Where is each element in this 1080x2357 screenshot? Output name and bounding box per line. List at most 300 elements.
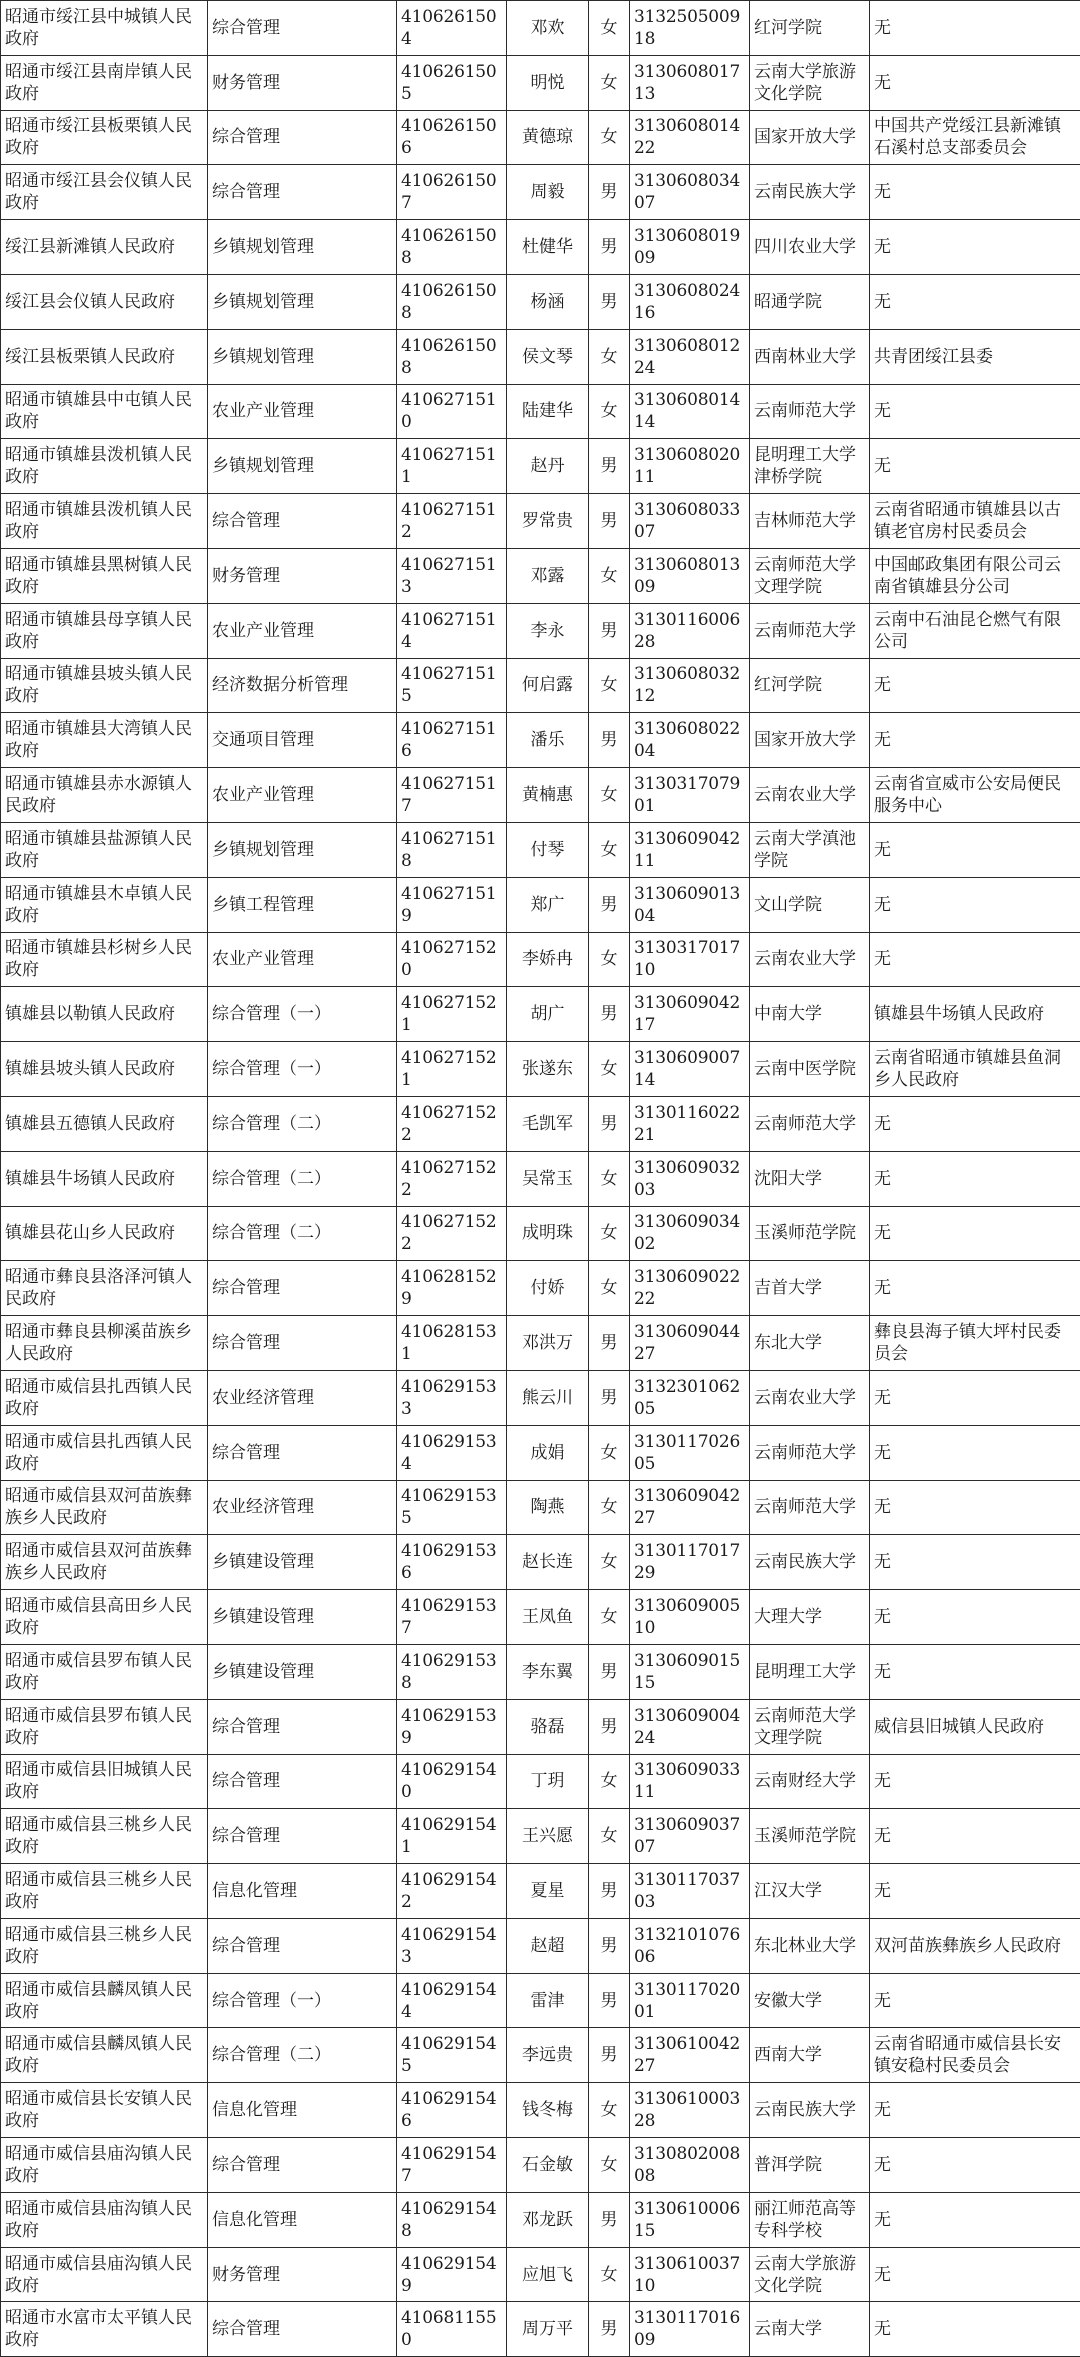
cell-gender: 女 [589, 932, 630, 987]
cell-employer: 绥江县板栗镇人民政府 [1, 329, 208, 384]
cell-exam-number: 313060903707 [630, 1809, 750, 1864]
cell-position-code: 4106291544 [397, 1973, 507, 2028]
cell-position: 信息化管理 [208, 2192, 397, 2247]
cell-position-code: 4106271517 [397, 768, 507, 823]
cell-employer: 昭通市威信县长安镇人民政府 [1, 2083, 208, 2138]
table-row [1, 1, 1080, 56]
cell-employer: 昭通市镇雄县杉树乡人民政府 [1, 932, 208, 987]
cell-position-code: 4106271520 [397, 932, 507, 987]
table-row [1, 932, 1080, 987]
table-row [1, 384, 1080, 439]
cell-gender: 男 [589, 2302, 630, 2357]
cell-position: 乡镇建设管理 [208, 1590, 397, 1645]
cell-employer: 镇雄县花山乡人民政府 [1, 1206, 208, 1261]
cell-work-unit: 无 [870, 658, 1080, 713]
cell-position: 农业经济管理 [208, 1370, 397, 1425]
cell-position-code: 4106261508 [397, 329, 507, 384]
cell-work-unit: 共青团绥江县委 [870, 329, 1080, 384]
cell-school: 东北林业大学 [750, 1918, 870, 1973]
cell-employer: 绥江县会仪镇人民政府 [1, 274, 208, 329]
table-row [1, 1644, 1080, 1699]
cell-exam-number: 313011702001 [630, 1973, 750, 2028]
cell-position: 财务管理 [208, 2247, 397, 2302]
cell-work-unit: 无 [870, 1754, 1080, 1809]
cell-gender: 男 [589, 1644, 630, 1699]
cell-name: 付娇 [507, 1261, 589, 1316]
table-row [1, 548, 1080, 603]
cell-work-unit: 无 [870, 220, 1080, 275]
cell-position: 乡镇规划管理 [208, 822, 397, 877]
cell-gender: 女 [589, 2083, 630, 2138]
cell-work-unit: 中国共产党绥江县新滩镇石溪村总支部委员会 [870, 110, 1080, 165]
cell-work-unit: 无 [870, 1590, 1080, 1645]
cell-name: 吴常玉 [507, 1151, 589, 1206]
cell-employer: 昭通市威信县高田乡人民政府 [1, 1590, 208, 1645]
cell-position-code: 4106261504 [397, 1, 507, 56]
table-row [1, 110, 1080, 165]
cell-exam-number: 313011701609 [630, 2302, 750, 2357]
table-row [1, 2302, 1080, 2357]
cell-work-unit: 无 [870, 1370, 1080, 1425]
cell-employer: 昭通市绥江县会仪镇人民政府 [1, 165, 208, 220]
cell-name: 胡广 [507, 987, 589, 1042]
cell-work-unit: 无 [870, 1973, 1080, 2028]
cell-gender: 男 [589, 877, 630, 932]
cell-employer: 昭通市威信县三桃乡人民政府 [1, 1918, 208, 1973]
cell-school: 丽江师范高等专科学校 [750, 2192, 870, 2247]
cell-school: 玉溪师范学院 [750, 1809, 870, 1864]
cell-school: 云南农业大学 [750, 1370, 870, 1425]
table-row [1, 1425, 1080, 1480]
cell-school: 云南民族大学 [750, 1535, 870, 1590]
cell-exam-number: 313011701729 [630, 1535, 750, 1590]
cell-exam-number: 313011702605 [630, 1425, 750, 1480]
cell-name: 李娇冉 [507, 932, 589, 987]
cell-position-code: 4106291543 [397, 1918, 507, 1973]
cell-gender: 女 [589, 1754, 630, 1809]
cell-work-unit: 双河苗族彝族乡人民政府 [870, 1918, 1080, 1973]
cell-name: 罗常贵 [507, 494, 589, 549]
cell-school: 云南师范大学 [750, 1425, 870, 1480]
cell-employer: 昭通市绥江县板栗镇人民政府 [1, 110, 208, 165]
cell-position: 综合管理 [208, 1918, 397, 1973]
cell-position: 综合管理 [208, 1316, 397, 1371]
cell-position-code: 4106291549 [397, 2247, 507, 2302]
table-row [1, 987, 1080, 1042]
cell-school: 云南大学旅游文化学院 [750, 55, 870, 110]
cell-work-unit: 无 [870, 1535, 1080, 1590]
cell-employer: 镇雄县五德镇人民政府 [1, 1096, 208, 1151]
table-row [1, 1535, 1080, 1590]
cell-position-code: 4106271511 [397, 439, 507, 494]
cell-position: 综合管理 [208, 165, 397, 220]
cell-employer: 昭通市绥江县中城镇人民政府 [1, 1, 208, 56]
cell-employer: 昭通市彝良县洛泽河镇人民政府 [1, 1261, 208, 1316]
table-row [1, 2247, 1080, 2302]
table-row [1, 1096, 1080, 1151]
cell-position: 综合管理 [208, 1425, 397, 1480]
cell-exam-number: 313210107606 [630, 1918, 750, 1973]
cell-school: 国家开放大学 [750, 110, 870, 165]
cell-school: 中南大学 [750, 987, 870, 1042]
cell-school: 云南农业大学 [750, 768, 870, 823]
cell-gender: 女 [589, 1480, 630, 1535]
cell-school: 沈阳大学 [750, 1151, 870, 1206]
cell-position-code: 4106281529 [397, 1261, 507, 1316]
cell-position: 农业产业管理 [208, 932, 397, 987]
cell-name: 黄德琼 [507, 110, 589, 165]
cell-position-code: 4106271521 [397, 987, 507, 1042]
cell-work-unit: 云南省昭通市威信县长安镇安稳村民委员会 [870, 2028, 1080, 2083]
table-row [1, 1042, 1080, 1097]
cell-work-unit: 无 [870, 1425, 1080, 1480]
cell-position: 乡镇规划管理 [208, 439, 397, 494]
cell-school: 云南大学 [750, 2302, 870, 2357]
table-row [1, 165, 1080, 220]
cell-name: 骆磊 [507, 1699, 589, 1754]
cell-work-unit: 无 [870, 165, 1080, 220]
cell-position: 综合管理 [208, 494, 397, 549]
cell-employer: 昭通市彝良县柳溪苗族乡人民政府 [1, 1316, 208, 1371]
cell-name: 陆建华 [507, 384, 589, 439]
cell-position-code: 4106291539 [397, 1699, 507, 1754]
cell-name: 钱冬梅 [507, 2083, 589, 2138]
cell-school: 云南民族大学 [750, 2083, 870, 2138]
cell-position-code: 4106291548 [397, 2192, 507, 2247]
cell-exam-number: 313060900714 [630, 1042, 750, 1097]
cell-work-unit: 无 [870, 2192, 1080, 2247]
table-row [1, 1809, 1080, 1864]
table-row [1, 1480, 1080, 1535]
cell-exam-number: 313060802204 [630, 713, 750, 768]
table-row [1, 1370, 1080, 1425]
cell-employer: 昭通市威信县扎西镇人民政府 [1, 1425, 208, 1480]
cell-name: 王兴愿 [507, 1809, 589, 1864]
cell-position-code: 4106291545 [397, 2028, 507, 2083]
table-row [1, 274, 1080, 329]
cell-position-code: 4106271515 [397, 658, 507, 713]
cell-work-unit: 无 [870, 1644, 1080, 1699]
cell-work-unit: 无 [870, 822, 1080, 877]
cell-exam-number: 313031707901 [630, 768, 750, 823]
cell-position: 乡镇工程管理 [208, 877, 397, 932]
cell-school: 吉林师范大学 [750, 494, 870, 549]
cell-employer: 昭通市镇雄县赤水源镇人民政府 [1, 768, 208, 823]
cell-school: 西南林业大学 [750, 329, 870, 384]
cell-school: 昭通学院 [750, 274, 870, 329]
cell-work-unit: 无 [870, 1, 1080, 56]
cell-position-code: 4106291538 [397, 1644, 507, 1699]
cell-name: 赵丹 [507, 439, 589, 494]
cell-gender: 男 [589, 165, 630, 220]
cell-exam-number: 313060803307 [630, 494, 750, 549]
cell-position: 综合管理（一） [208, 1973, 397, 2028]
cell-position-code: 4106271521 [397, 1042, 507, 1097]
cell-work-unit: 无 [870, 1096, 1080, 1151]
table-row [1, 603, 1080, 658]
cell-work-unit: 无 [870, 1864, 1080, 1919]
cell-position: 农业产业管理 [208, 768, 397, 823]
table-row [1, 1590, 1080, 1645]
cell-exam-number: 313011602221 [630, 1096, 750, 1151]
cell-position: 综合管理（二） [208, 1151, 397, 1206]
cell-name: 张遂东 [507, 1042, 589, 1097]
cell-exam-number: 313061004227 [630, 2028, 750, 2083]
cell-work-unit: 无 [870, 1480, 1080, 1535]
cell-position-code: 4106261505 [397, 55, 507, 110]
cell-name: 成明珠 [507, 1206, 589, 1261]
cell-position: 综合管理 [208, 1261, 397, 1316]
cell-position: 乡镇规划管理 [208, 220, 397, 275]
cell-employer: 昭通市镇雄县大湾镇人民政府 [1, 713, 208, 768]
cell-position: 经济数据分析管理 [208, 658, 397, 713]
cell-gender: 女 [589, 822, 630, 877]
cell-work-unit: 云南省昭通市镇雄县以古镇老官房村民委员会 [870, 494, 1080, 549]
table-row [1, 1864, 1080, 1919]
cell-name: 周毅 [507, 165, 589, 220]
cell-name: 赵长连 [507, 1535, 589, 1590]
cell-name: 周万平 [507, 2302, 589, 2357]
cell-name: 陶燕 [507, 1480, 589, 1535]
cell-gender: 女 [589, 55, 630, 110]
cell-gender: 男 [589, 1096, 630, 1151]
cell-work-unit: 威信县旧城镇人民政府 [870, 1699, 1080, 1754]
cell-exam-number: 313060801414 [630, 384, 750, 439]
cell-name: 侯文琴 [507, 329, 589, 384]
cell-name: 潘乐 [507, 713, 589, 768]
cell-gender: 男 [589, 1316, 630, 1371]
cell-employer: 镇雄县牛场镇人民政府 [1, 1151, 208, 1206]
cell-gender: 男 [589, 494, 630, 549]
cell-exam-number: 313061000615 [630, 2192, 750, 2247]
table-body [1, 1, 1080, 2357]
cell-school: 吉首大学 [750, 1261, 870, 1316]
cell-exam-number: 313060903311 [630, 1754, 750, 1809]
cell-exam-number: 313060801713 [630, 55, 750, 110]
table-row [1, 2028, 1080, 2083]
cell-position-code: 4106271514 [397, 603, 507, 658]
cell-exam-number: 313060902222 [630, 1261, 750, 1316]
cell-gender: 女 [589, 1151, 630, 1206]
cell-gender: 女 [589, 384, 630, 439]
cell-position: 农业产业管理 [208, 384, 397, 439]
table-row [1, 1699, 1080, 1754]
cell-gender: 男 [589, 1864, 630, 1919]
cell-employer: 昭通市镇雄县泼机镇人民政府 [1, 494, 208, 549]
cell-gender: 女 [589, 2247, 630, 2302]
cell-employer: 昭通市水富市太平镇人民政府 [1, 2302, 208, 2357]
cell-position: 信息化管理 [208, 2083, 397, 2138]
cell-school: 玉溪师范学院 [750, 1206, 870, 1261]
cell-name: 付琴 [507, 822, 589, 877]
cell-work-unit: 中国邮政集团有限公司云南省镇雄县分公司 [870, 548, 1080, 603]
cell-gender: 女 [589, 1535, 630, 1590]
cell-position-code: 4106291541 [397, 1809, 507, 1864]
cell-exam-number: 313060904217 [630, 987, 750, 1042]
cell-name: 杨涵 [507, 274, 589, 329]
cell-position-code: 4106291533 [397, 1370, 507, 1425]
table-row [1, 1261, 1080, 1316]
cell-gender: 女 [589, 2138, 630, 2193]
cell-work-unit: 无 [870, 439, 1080, 494]
cell-exam-number: 313060900510 [630, 1590, 750, 1645]
cell-name: 李远贵 [507, 2028, 589, 2083]
cell-position: 综合管理（二） [208, 1206, 397, 1261]
cell-employer: 昭通市镇雄县黑树镇人民政府 [1, 548, 208, 603]
cell-gender: 女 [589, 1261, 630, 1316]
cell-position: 财务管理 [208, 55, 397, 110]
cell-exam-number: 313060901304 [630, 877, 750, 932]
cell-name: 熊云川 [507, 1370, 589, 1425]
table-row [1, 2138, 1080, 2193]
cell-work-unit: 无 [870, 1261, 1080, 1316]
cell-exam-number: 313011600628 [630, 603, 750, 658]
cell-school: 云南财经大学 [750, 1754, 870, 1809]
table-row [1, 1918, 1080, 1973]
cell-position: 综合管理（二） [208, 1096, 397, 1151]
table-row [1, 439, 1080, 494]
cell-exam-number: 313060803212 [630, 658, 750, 713]
cell-position-code: 4106271522 [397, 1151, 507, 1206]
cell-employer: 昭通市威信县双河苗族彝族乡人民政府 [1, 1480, 208, 1535]
cell-position-code: 4106271512 [397, 494, 507, 549]
cell-employer: 昭通市镇雄县泼机镇人民政府 [1, 439, 208, 494]
cell-name: 李东翼 [507, 1644, 589, 1699]
cell-position: 综合管理 [208, 1754, 397, 1809]
cell-position-code: 4106291546 [397, 2083, 507, 2138]
cell-position-code: 4106291537 [397, 1590, 507, 1645]
cell-gender: 女 [589, 1809, 630, 1864]
cell-position: 信息化管理 [208, 1864, 397, 1919]
cell-work-unit: 无 [870, 1206, 1080, 1261]
cell-school: 西南大学 [750, 2028, 870, 2083]
cell-position-code: 4106271518 [397, 822, 507, 877]
cell-exam-number: 313060903203 [630, 1151, 750, 1206]
cell-school: 安徽大学 [750, 1973, 870, 2028]
cell-position-code: 4106291534 [397, 1425, 507, 1480]
cell-position-code: 4106261507 [397, 165, 507, 220]
cell-work-unit: 无 [870, 55, 1080, 110]
cell-position-code: 4106271513 [397, 548, 507, 603]
cell-school: 昆明理工大学津桥学院 [750, 439, 870, 494]
cell-employer: 镇雄县以勒镇人民政府 [1, 987, 208, 1042]
cell-school: 云南大学旅游文化学院 [750, 2247, 870, 2302]
cell-gender: 男 [589, 1973, 630, 2028]
cell-position-code: 4106291536 [397, 1535, 507, 1590]
table-row [1, 1316, 1080, 1371]
cell-employer: 昭通市威信县庙沟镇人民政府 [1, 2247, 208, 2302]
cell-employer: 昭通市威信县三桃乡人民政府 [1, 1864, 208, 1919]
cell-name: 成娟 [507, 1425, 589, 1480]
cell-gender: 女 [589, 1206, 630, 1261]
cell-school: 云南民族大学 [750, 165, 870, 220]
cell-gender: 男 [589, 603, 630, 658]
cell-position: 综合管理（一） [208, 987, 397, 1042]
cell-gender: 男 [589, 2028, 630, 2083]
cell-position: 乡镇建设管理 [208, 1535, 397, 1590]
cell-employer: 昭通市镇雄县木卓镇人民政府 [1, 877, 208, 932]
cell-name: 黄楠惠 [507, 768, 589, 823]
cell-school: 云南中医学院 [750, 1042, 870, 1097]
cell-work-unit: 无 [870, 2302, 1080, 2357]
cell-exam-number: 313060901515 [630, 1644, 750, 1699]
table-row [1, 2083, 1080, 2138]
cell-name: 邓龙跃 [507, 2192, 589, 2247]
table-row [1, 822, 1080, 877]
cell-exam-number: 313061003710 [630, 2247, 750, 2302]
table-row [1, 658, 1080, 713]
cell-gender: 男 [589, 1370, 630, 1425]
cell-work-unit: 云南中石油昆仑燃气有限公司 [870, 603, 1080, 658]
cell-employer: 昭通市威信县罗布镇人民政府 [1, 1699, 208, 1754]
cell-school: 云南师范大学 [750, 1480, 870, 1535]
cell-work-unit: 云南省昭通市镇雄县鱼洞乡人民政府 [870, 1042, 1080, 1097]
cell-exam-number: 313011703703 [630, 1864, 750, 1919]
cell-name: 杜健华 [507, 220, 589, 275]
cell-school: 东北大学 [750, 1316, 870, 1371]
cell-school: 昆明理工大学 [750, 1644, 870, 1699]
cell-work-unit: 无 [870, 2247, 1080, 2302]
cell-position: 综合管理（二） [208, 2028, 397, 2083]
cell-gender: 男 [589, 987, 630, 1042]
cell-exam-number: 313060801224 [630, 329, 750, 384]
cell-employer: 昭通市绥江县南岸镇人民政府 [1, 55, 208, 110]
cell-position: 综合管理 [208, 2302, 397, 2357]
cell-work-unit: 无 [870, 1151, 1080, 1206]
cell-exam-number: 313060801422 [630, 110, 750, 165]
cell-work-unit: 无 [870, 932, 1080, 987]
cell-position: 综合管理 [208, 1, 397, 56]
cell-position-code: 4106261508 [397, 220, 507, 275]
cell-exam-number: 313060802011 [630, 439, 750, 494]
cell-work-unit: 无 [870, 877, 1080, 932]
table-row [1, 768, 1080, 823]
cell-employer: 昭通市威信县罗布镇人民政府 [1, 1644, 208, 1699]
cell-position-code: 4106291535 [397, 1480, 507, 1535]
cell-gender: 男 [589, 1699, 630, 1754]
cell-gender: 女 [589, 110, 630, 165]
cell-school: 江汉大学 [750, 1864, 870, 1919]
cell-exam-number: 313060904227 [630, 1480, 750, 1535]
cell-school: 云南师范大学文理学院 [750, 548, 870, 603]
cell-position-code: 4106271522 [397, 1096, 507, 1151]
cell-name: 何启露 [507, 658, 589, 713]
cell-employer: 昭通市威信县双河苗族彝族乡人民政府 [1, 1535, 208, 1590]
cell-name: 郑广 [507, 877, 589, 932]
cell-exam-number: 313060802416 [630, 274, 750, 329]
cell-work-unit: 彝良县海子镇大坪村民委员会 [870, 1316, 1080, 1371]
cell-position: 综合管理 [208, 1809, 397, 1864]
cell-employer: 绥江县新滩镇人民政府 [1, 220, 208, 275]
cell-position-code: 4106291542 [397, 1864, 507, 1919]
cell-school: 红河学院 [750, 1, 870, 56]
cell-exam-number: 313060900424 [630, 1699, 750, 1754]
cell-name: 雷津 [507, 1973, 589, 2028]
cell-employer: 昭通市威信县庙沟镇人民政府 [1, 2138, 208, 2193]
cell-exam-number: 313060801309 [630, 548, 750, 603]
cell-work-unit: 无 [870, 1809, 1080, 1864]
cell-position-code: 4106291540 [397, 1754, 507, 1809]
table-row [1, 1754, 1080, 1809]
cell-exam-number: 313230106205 [630, 1370, 750, 1425]
cell-employer: 昭通市镇雄县中屯镇人民政府 [1, 384, 208, 439]
cell-gender: 女 [589, 1425, 630, 1480]
cell-position-code: 4106271510 [397, 384, 507, 439]
cell-name: 应旭飞 [507, 2247, 589, 2302]
cell-position-code: 4106271522 [397, 1206, 507, 1261]
cell-school: 云南师范大学文理学院 [750, 1699, 870, 1754]
cell-gender: 男 [589, 439, 630, 494]
